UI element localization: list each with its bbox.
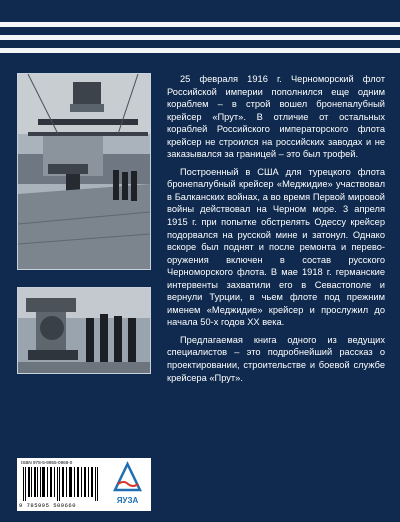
top-stripe-1 — [0, 22, 400, 27]
publisher-name: ЯУЗА — [116, 496, 139, 505]
barcode-bars — [23, 467, 99, 501]
barcode-digits: 9 785995 509660 — [19, 502, 77, 509]
paragraph-2: Построенный в США для турецкого флота бронепалубный крейсер «Меджидие» участвовал в Балканских войнах, а во время Первой мировой войны действовал на Черном море. 3 апреля 1915 г. при попытке обстрелять Одессу крейсер подорвался на русской мине и затонул. Однако вскоре был поднят и после ремонта и перевооружения включен в состав русского Черноморского флота. В мае 1918 г. германские интервенты захватили его в Севастополе и вернули Турции, в чьем флоте под прежним именем «Меджидие» крейсер и прослужил до начала 50-х годов XX века. — [167, 166, 385, 328]
gun-crew-photo — [17, 287, 151, 374]
deck-photo — [17, 73, 151, 270]
publisher-logo-icon — [104, 458, 151, 496]
top-stripe-3 — [0, 48, 400, 53]
paragraph-3: Предлагаемая книга одного из ведущих специалистов – это подробнейший рассказ о проектировании, строительстве и боевой службе крейсера «Прут». — [167, 334, 385, 383]
description-text — [167, 73, 385, 389]
isbn-label: ISBN 978-5-9955-0966-0 — [21, 460, 73, 465]
paragraph-1: 25 февраля 1916 г. Черноморский флот Российской империи пополнился еще одним кораблем – в строй вошел бронепалубный крейсер «Прут». В отличие от остальных кораблей Российского императорского флота крейсер не строился на российских заводах и не заказывался за границей – это был трофей. — [167, 74, 385, 160]
top-stripe-2 — [0, 35, 400, 40]
barcode — [17, 458, 104, 511]
publisher-logo — [104, 458, 151, 511]
